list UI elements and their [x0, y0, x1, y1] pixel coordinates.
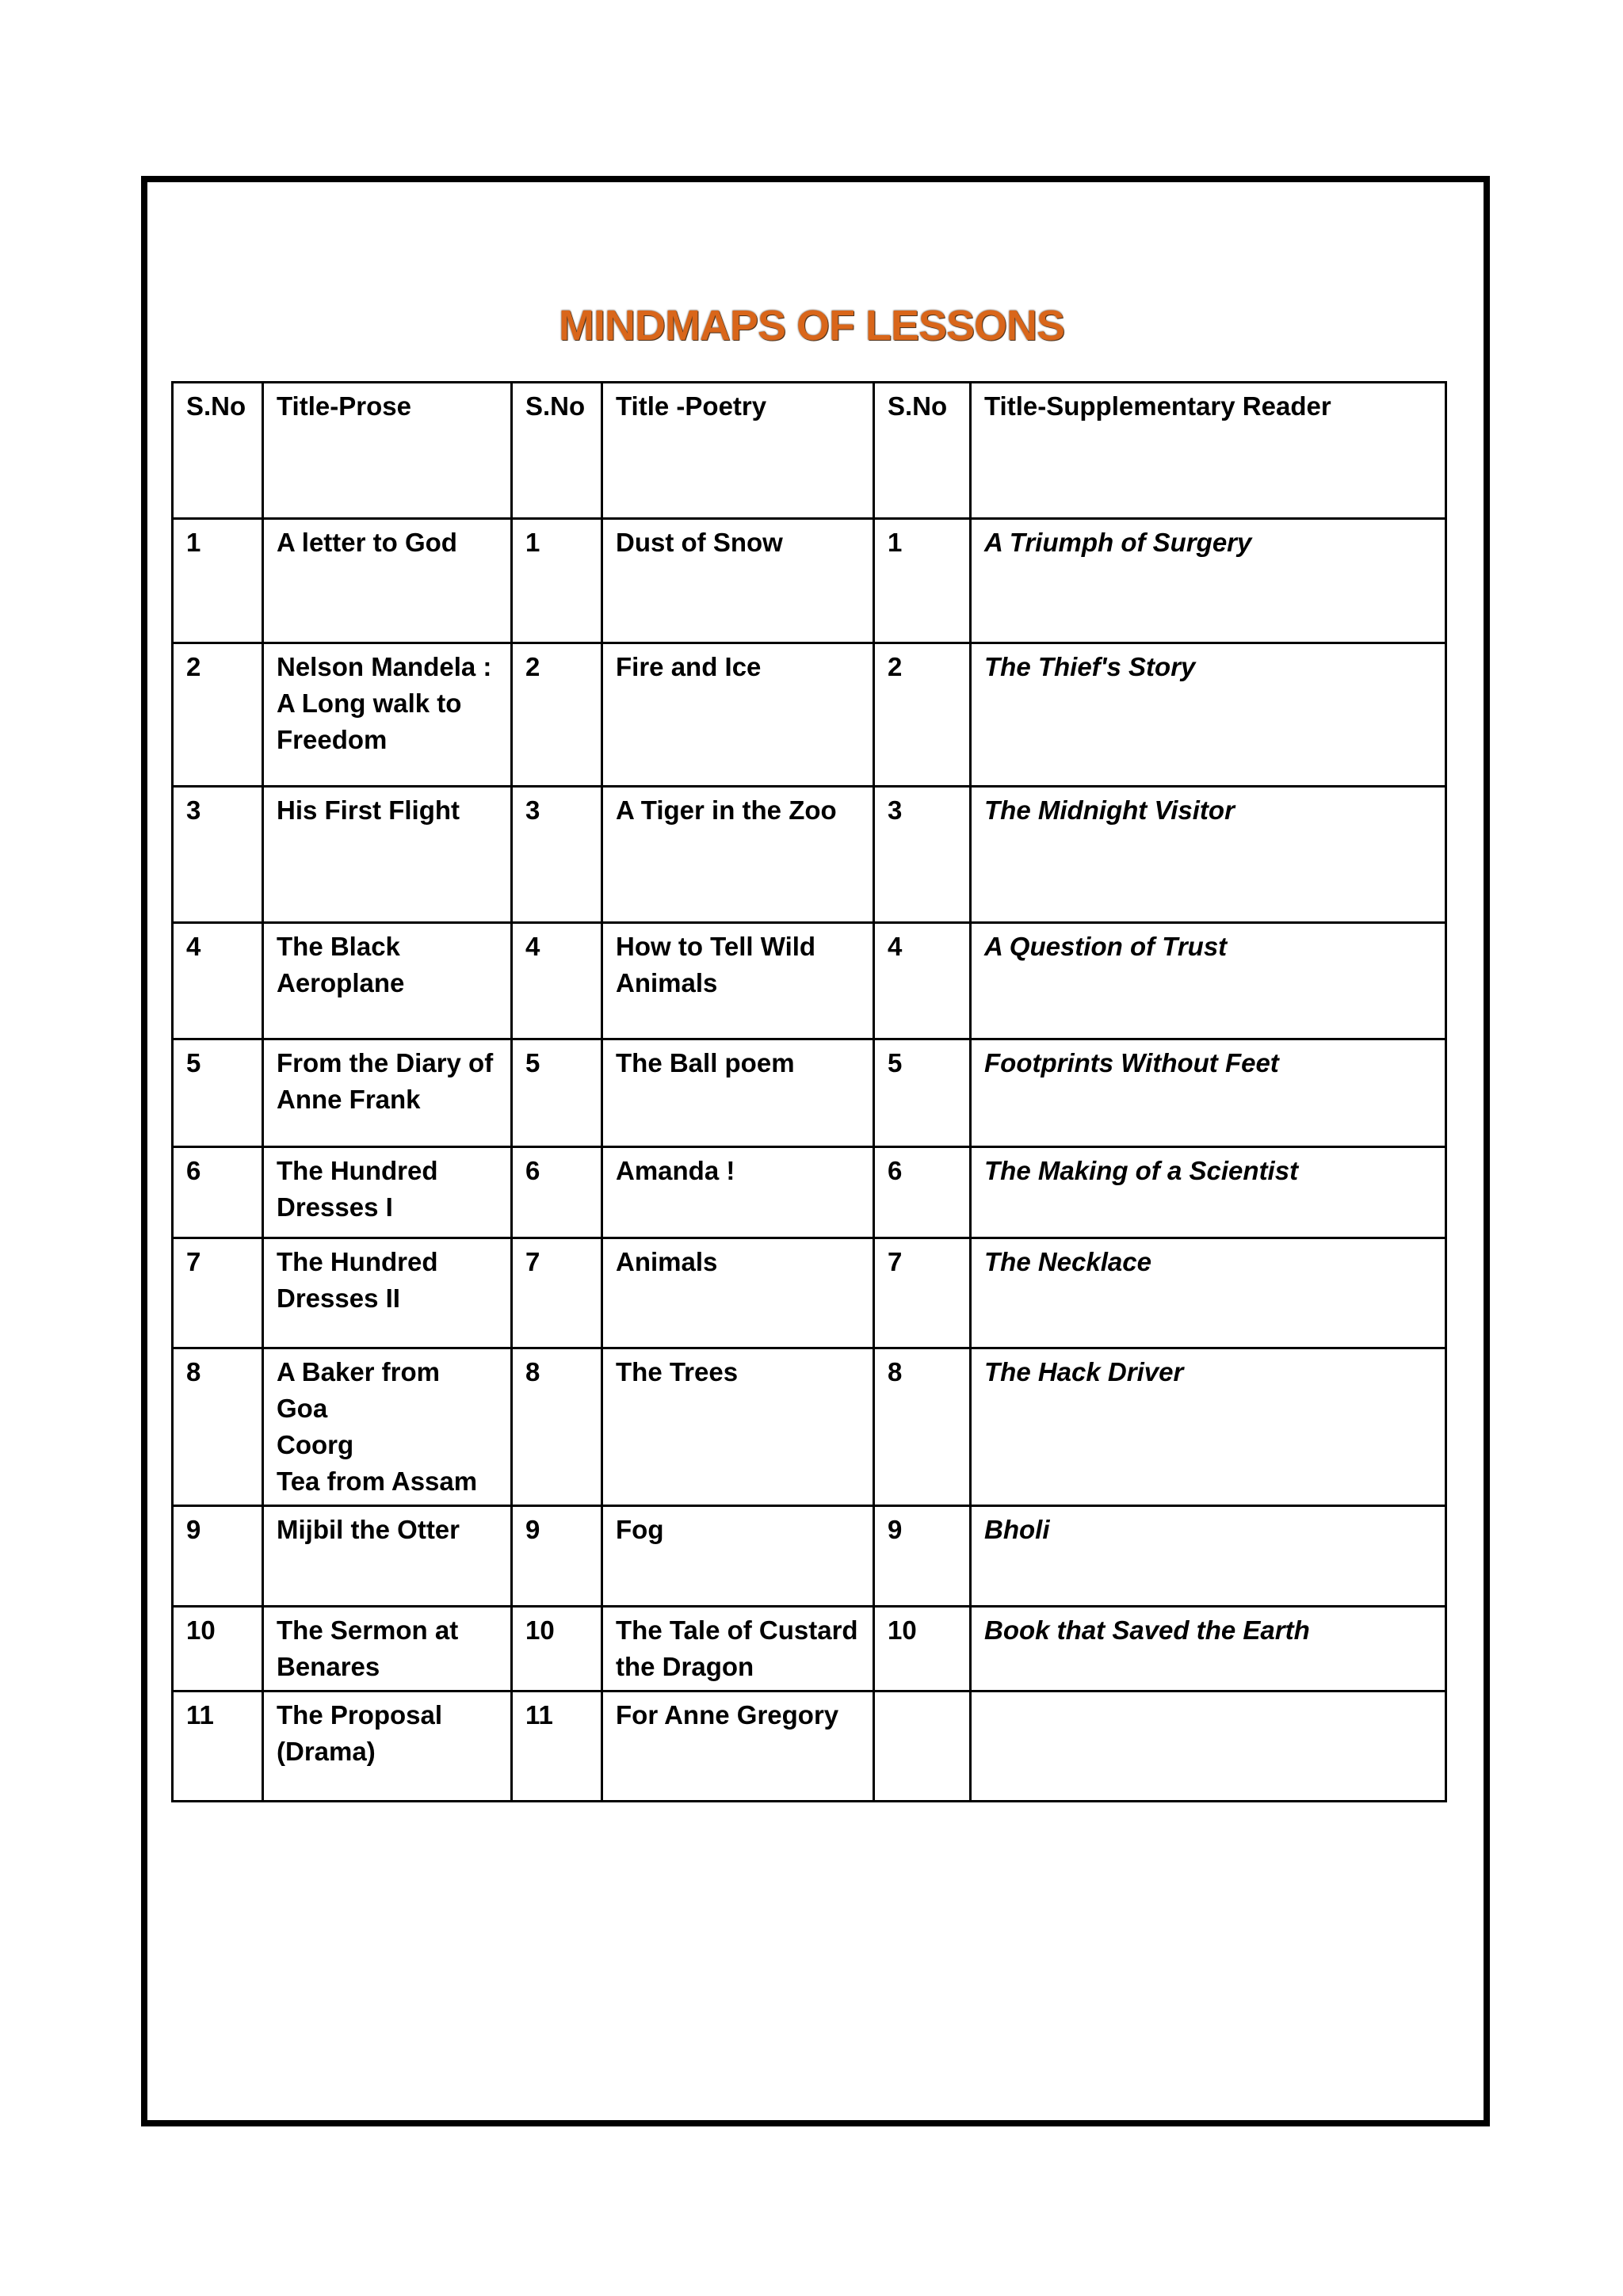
poetry-title: Amanda ! [602, 1147, 874, 1238]
prose-sno: 2 [173, 643, 263, 787]
prose-sno: 9 [173, 1506, 263, 1607]
supp-sno: 3 [874, 787, 971, 923]
supp-sno: 1 [874, 519, 971, 643]
page-title: MINDMAPS OF LESSONS [558, 302, 1065, 349]
poetry-title: Dust of Snow [602, 519, 874, 643]
prose-title-line: A Baker from Goa [277, 1357, 441, 1423]
prose-sno: 7 [173, 1238, 263, 1348]
poetry-title: For Anne Gregory [602, 1691, 874, 1802]
prose-title: From the Diary of Anne Frank [263, 1039, 512, 1147]
poetry-sno: 3 [512, 787, 602, 923]
supp-sno: 7 [874, 1238, 971, 1348]
supp-sno: 4 [874, 923, 971, 1039]
header-sno-supp: S.No [874, 383, 971, 519]
supp-title: A Triumph of Surgery [971, 519, 1446, 643]
table-row [173, 1506, 1446, 1607]
supp-title: Book that Saved the Earth [971, 1607, 1446, 1691]
prose-sno: 6 [173, 1147, 263, 1238]
poetry-title: Fire and Ice [602, 643, 874, 787]
poetry-sno: 5 [512, 1039, 602, 1147]
prose-title: A letter to God [263, 519, 512, 643]
supp-sno: 2 [874, 643, 971, 787]
prose-sno: 8 [173, 1348, 263, 1506]
header-sno-prose: S.No [173, 383, 263, 519]
table-row [173, 1238, 1446, 1348]
poetry-sno: 8 [512, 1348, 602, 1506]
prose-title [263, 1348, 512, 1506]
poetry-title: Fog [602, 1506, 874, 1607]
prose-sno: 5 [173, 1039, 263, 1147]
poetry-sno: 11 [512, 1691, 602, 1802]
supp-sno: 6 [874, 1147, 971, 1238]
supp-title: A Question of Trust [971, 923, 1446, 1039]
prose-title: The Hundred Dresses I [263, 1147, 512, 1238]
prose-sno: 10 [173, 1607, 263, 1691]
supp-sno: 9 [874, 1506, 971, 1607]
poetry-sno: 4 [512, 923, 602, 1039]
poetry-title: Animals [602, 1238, 874, 1348]
poetry-title: A Tiger in the Zoo [602, 787, 874, 923]
poetry-title: How to Tell Wild Animals [602, 923, 874, 1039]
supp-title: The Hack Driver [971, 1348, 1446, 1506]
prose-title: Mijbil the Otter [263, 1506, 512, 1607]
supp-title: The Necklace [971, 1238, 1446, 1348]
poetry-sno: 2 [512, 643, 602, 787]
poetry-sno: 1 [512, 519, 602, 643]
table-row [173, 643, 1446, 787]
prose-title: The Black Aeroplane [263, 923, 512, 1039]
supp-title: The Midnight Visitor [971, 787, 1446, 923]
supp-sno [874, 1691, 971, 1802]
supp-title: Bholi [971, 1506, 1446, 1607]
prose-title: The Proposal (Drama) [263, 1691, 512, 1802]
supp-sno: 10 [874, 1607, 971, 1691]
header-title-supp: Title-Supplementary Reader [971, 383, 1446, 519]
table-row [173, 1348, 1446, 1506]
supp-title: Footprints Without Feet [971, 1039, 1446, 1147]
table-row [173, 1147, 1446, 1238]
supp-title: The Making of a Scientist [971, 1147, 1446, 1238]
table-row [173, 1039, 1446, 1147]
table-row [173, 1691, 1446, 1802]
prose-sno: 4 [173, 923, 263, 1039]
supp-title [971, 1691, 1446, 1802]
poetry-title: The Ball poem [602, 1039, 874, 1147]
prose-sno: 11 [173, 1691, 263, 1802]
poetry-title: The Trees [602, 1348, 874, 1506]
supp-sno: 8 [874, 1348, 971, 1506]
prose-sno: 3 [173, 787, 263, 923]
header-sno-poetry: S.No [512, 383, 602, 519]
lessons-table [171, 381, 1447, 1802]
table-row [173, 1607, 1446, 1691]
prose-title: The Sermon at Benares [263, 1607, 512, 1691]
table-row [173, 923, 1446, 1039]
poetry-sno: 9 [512, 1506, 602, 1607]
prose-title-line: Coorg [277, 1430, 354, 1459]
table-row [173, 787, 1446, 923]
prose-title: The Hundred Dresses II [263, 1238, 512, 1348]
prose-title-line: Tea from Assam [277, 1466, 478, 1496]
header-row [173, 383, 1446, 519]
poetry-sno: 7 [512, 1238, 602, 1348]
supp-title: The Thief's Story [971, 643, 1446, 787]
prose-title: Nelson Mandela : A Long walk to Freedom [263, 643, 512, 787]
supp-sno: 5 [874, 1039, 971, 1147]
header-title-prose: Title-Prose [263, 383, 512, 519]
poetry-sno: 10 [512, 1607, 602, 1691]
prose-sno: 1 [173, 519, 263, 643]
header-title-poetry: Title -Poetry [602, 383, 874, 519]
poetry-sno: 6 [512, 1147, 602, 1238]
prose-title: His First Flight [263, 787, 512, 923]
poetry-title: The Tale of Custard the Dragon [602, 1607, 874, 1691]
table-row [173, 519, 1446, 643]
